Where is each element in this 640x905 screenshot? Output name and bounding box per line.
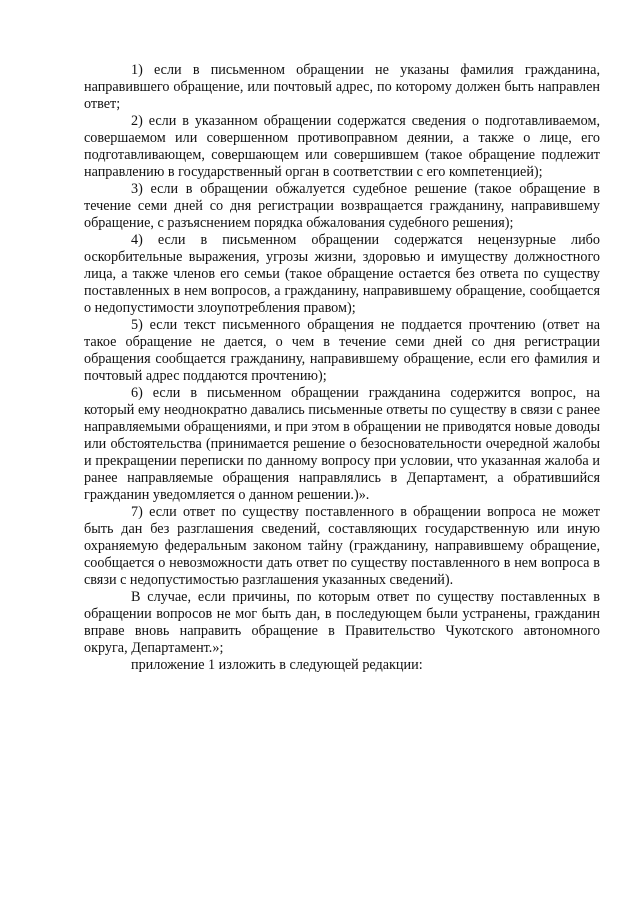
paragraph-item-3: 3) если в обращении обжалуется судебное решение (такое обращение в течение семи дней со дня регистрации возвращается гражданину, направившему обращение, с разъяснением порядка обжалования судебного решения);	[84, 181, 600, 231]
appendix-instruction: приложение 1 изложить в следующей редакции:	[131, 657, 423, 673]
paragraph-item-4: 4) если в письменном обращении содержатся нецензурные либо оскорбительные выражения, угрозы жизни, здоровью и имуществу должностного лица, а также членов его семьи (такое обращение остается без ответа по существу поставленных в нем вопросов, а гражданину, направившему обращение, сообщается о недопустимости злоупотребления правом);	[84, 232, 600, 316]
paragraph-item-6: 6) если в письменном обращении гражданина содержится вопрос, на который ему неоднократно давались письменные ответы по существу в связи с ранее направляемыми обращениями, и при этом в обращении не приводятся новые доводы или обстоятельства (принимается решение о безосновательности очередной жалобы и прекращении переписки по данному вопросу при условии, что указанная жалоба и ранее направляемые обращения направлялись в Департамент, а обратившийся гражданин уведомляется о данном решении.)».	[84, 385, 600, 503]
paragraph-item-5: 5) если текст письменного обращения не поддается прочтению (ответ на такое обращение не дается, о чем в течение семи дней со дня регистрации обращения сообщается гражданину, направившему обращение, если его фамилия и почтовый адрес поддаются прочтению);	[84, 317, 600, 384]
document-body	[84, 62, 600, 674]
paragraph-item-7: 7) если ответ по существу поставленного в обращении вопроса не может быть дан без разглашения сведений, составляющих государственную или иную охраняемую федеральным законом тайну (гражданину, направившему обращение, сообщается о невозможности дать ответ по существу поставленного в нем вопроса в связи с недопустимостью разглашения указанных сведений).	[84, 504, 600, 588]
closing-paragraph: В случае, если причины, по которым ответ по существу поставленных в обращении вопросов не мог быть дан, в последующем были устранены, гражданин вправе вновь направить обращение в Правительство Чукотского автономного округа, Департамент.»;	[84, 589, 600, 656]
paragraph-item-1: 1) если в письменном обращении не указаны фамилия гражданина, направившего обращение, или почтовый адрес, по которому должен быть направлен ответ;	[84, 62, 600, 112]
paragraph-item-2: 2) если в указанном обращении содержатся сведения о подготавливаемом, совершаемом или совершенном противоправном деянии, а также о лице, его подготавливающем, совершающем или совершившем (такое обращение подлежит направлению в государственный орган в соответствии с его компетенцией);	[84, 113, 600, 180]
